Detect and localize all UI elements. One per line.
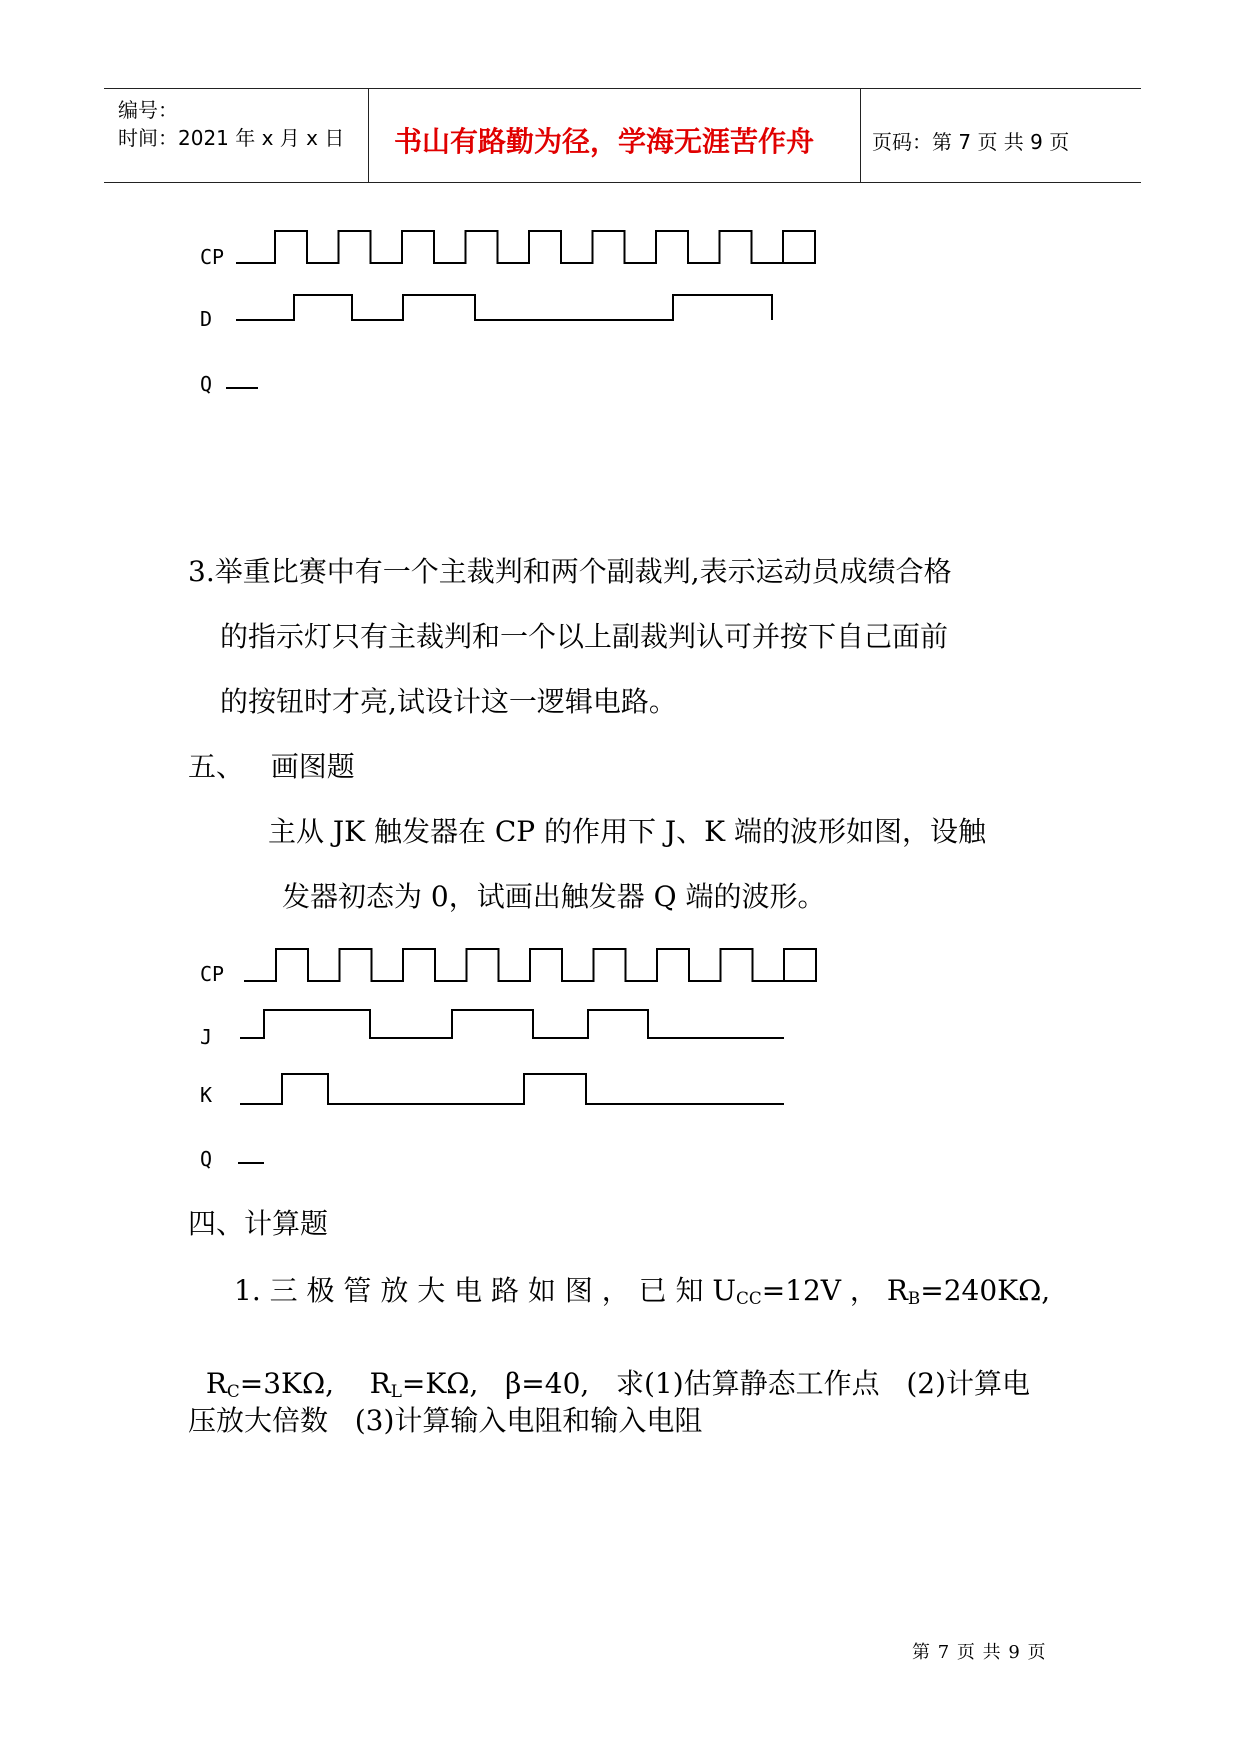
section5-line1: 主从 JK 触发器在 CP 的作用下 J、K 端的波形如图，设触 xyxy=(268,815,986,848)
fig2-q-label: Q xyxy=(200,1147,213,1171)
section4-title: 四、计算题 xyxy=(188,1207,329,1240)
page-footer: 第 7 页 共 9 页 xyxy=(912,1642,1047,1663)
fig2-cp-label: CP xyxy=(200,962,225,986)
question3-line2: 的指示灯只有主裁判和一个以上副裁判认可并按下自己面前 xyxy=(220,620,949,653)
header-code-label: 编号： xyxy=(118,98,178,122)
header-time: 时间：2021 年 x 月 x 日 xyxy=(118,126,345,150)
fig1-cp-label: CP xyxy=(200,245,225,269)
section4-q1-line1: 1. 三 极 管 放 大 电 路 如 图 ， 已 知 $U_{CC}=12V$ ， $R_B=240K\Omega$, xyxy=(234,1274,1051,1309)
fig2-j-label: J xyxy=(200,1025,213,1049)
section5-line2: 发器初态为 0，试画出触发器 Q 端的波形。 xyxy=(282,880,826,913)
section4-q1-line3: 压放大倍数 (3)计算输入电阻和输入电阻 xyxy=(188,1404,703,1437)
section4-q1-line2: $R_C=3K\Omega$, $R_L=K\Omega$, β=40, 求(1)估算静态工作点 (2)计算电 xyxy=(205,1367,1031,1402)
section5-title: 五、 画图题 xyxy=(188,750,355,783)
header-motto: 书山有路勤为径，学海无涯苦作舟 xyxy=(394,125,815,158)
fig1-q-label: Q xyxy=(200,372,213,396)
header-page-info: 页码：第 7 页 共 9 页 xyxy=(872,130,1070,154)
question3-line3: 的按钮时才亮,试设计这一逻辑电路。 xyxy=(220,685,677,718)
fig1-d-label: D xyxy=(200,307,213,331)
fig2-k-label: K xyxy=(200,1083,213,1107)
question3-line1: 3.举重比赛中有一个主裁判和两个副裁判,表示运动员成绩合格 xyxy=(188,555,952,588)
